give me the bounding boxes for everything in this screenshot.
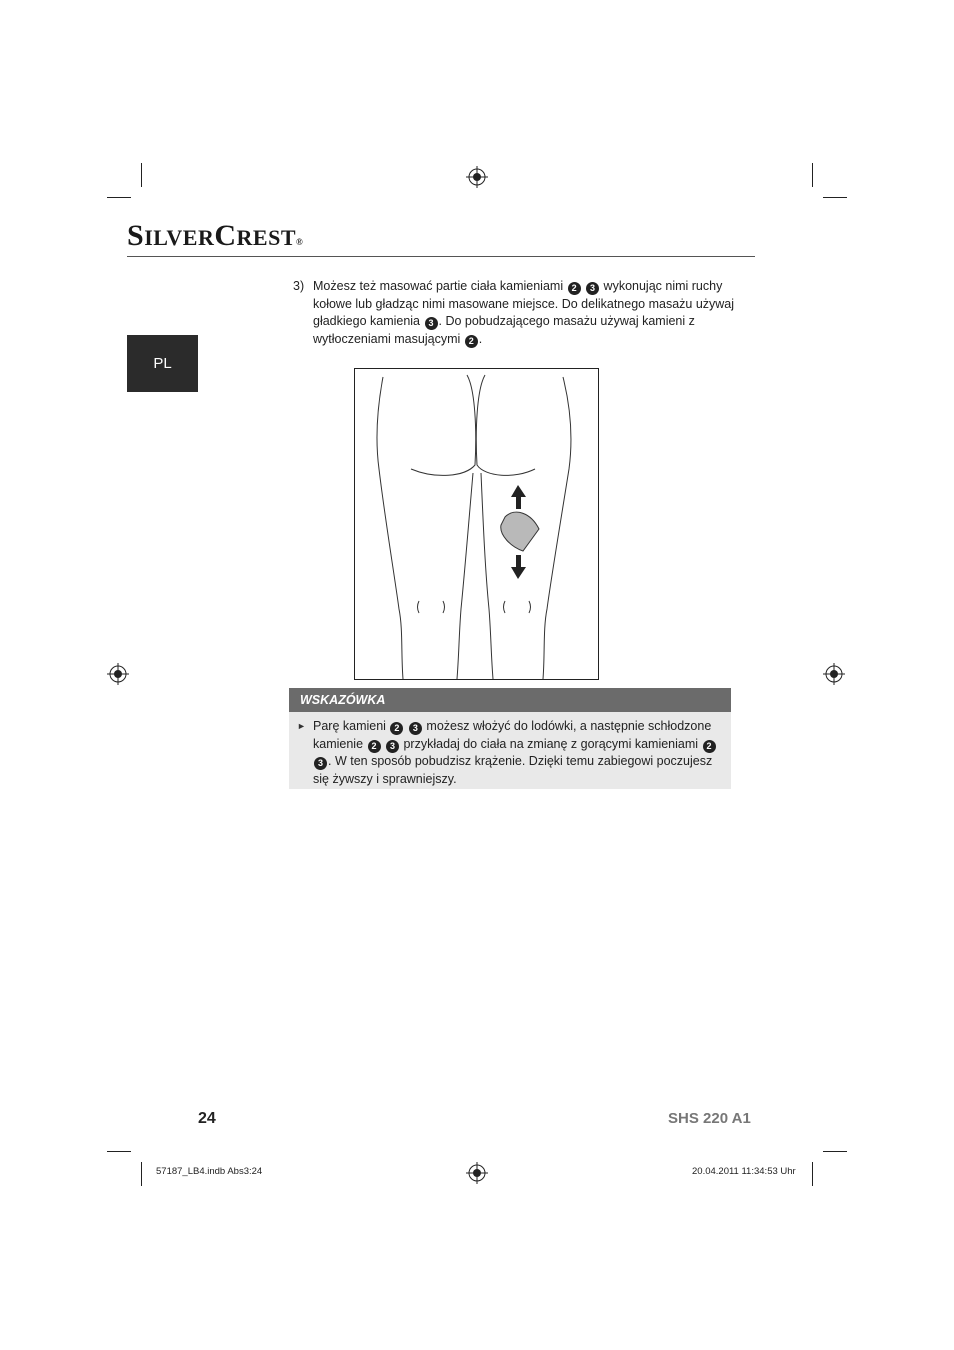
step-number: 3): [293, 279, 305, 293]
step-text: Możesz też masować partie ciała kamieniami 2 3 wykonując nimi ruchy kołowe lub gładząc nimi masowane miejsce. Do delikatnego masażu używaj gładkiego kamienia 3 . Do pobudzającego masażu używaj kamieni z wytłoczeniami masującymi 2 .: [313, 279, 735, 346]
registration-mark-icon: [466, 166, 488, 188]
up-arrow-icon: [511, 485, 526, 509]
stone-number-badge: 2: [465, 335, 478, 348]
page-number: 24: [198, 1110, 216, 1127]
note-body: ► Parę kamieni 2 3 możesz włożyć do lodówki, a następnie schłodzone kamienie 2 3 przykładaj do ciała na zmianę z gorącymi kamieniami 2 3 . W ten sposób pobudzisz krążenie. Dzięki temu zabiegowi poczujesz się żywszy i sprawniejszy.: [289, 712, 731, 789]
right-buttock-outline: [476, 375, 535, 475]
print-slug-right: 20.04.2011 11:34:53 Uhr: [692, 1166, 796, 1177]
bullet-arrow-icon: ►: [297, 721, 306, 731]
crop-mark: [812, 163, 813, 187]
stone-number-badge: 3: [425, 317, 438, 330]
legs-drawing: [355, 369, 598, 679]
crop-mark: [823, 1151, 847, 1152]
crop-mark: [107, 197, 131, 198]
stone-number-badge: 3: [314, 757, 327, 770]
stone-number-badge: 3: [586, 282, 599, 295]
crop-mark: [107, 1151, 131, 1152]
crop-mark: [141, 163, 142, 187]
language-tab-label: PL: [153, 355, 172, 372]
language-tab: [127, 335, 198, 392]
note-heading: WSKAZÓWKA: [289, 688, 731, 712]
crop-mark: [823, 197, 847, 198]
knee-mark: [504, 601, 506, 613]
crop-mark: [141, 1162, 142, 1186]
stone-number-badge: 2: [568, 282, 581, 295]
header-rule: [127, 256, 755, 257]
down-arrow-icon: [511, 555, 526, 579]
knee-mark: [443, 601, 445, 613]
knee-mark: [529, 601, 531, 613]
instruction-step: [293, 278, 743, 348]
brand-logo: SILVERCREST®: [127, 219, 304, 252]
massage-illustration: [354, 368, 599, 680]
registration-mark-icon: [107, 663, 129, 685]
crop-mark: [812, 1162, 813, 1186]
inner-thigh-left: [457, 473, 473, 679]
stone-number-badge: 3: [409, 722, 422, 735]
massage-stone-icon: [501, 512, 539, 551]
left-leg-outline: [377, 377, 403, 679]
stone-number-badge: 2: [703, 740, 716, 753]
left-buttock-outline: [411, 375, 476, 475]
registration-mark-icon: [823, 663, 845, 685]
stone-number-badge: 2: [390, 722, 403, 735]
print-slug-left: 57187_LB4.indb Abs3:24: [156, 1166, 263, 1177]
right-leg-outline: [543, 377, 571, 679]
inner-thigh-right: [481, 473, 493, 679]
registration-mark-icon: [466, 1162, 488, 1184]
stone-number-badge: 2: [368, 740, 381, 753]
model-number: SHS 220 A1: [668, 1110, 751, 1127]
stone-number-badge: 3: [386, 740, 399, 753]
knee-mark: [418, 601, 420, 613]
